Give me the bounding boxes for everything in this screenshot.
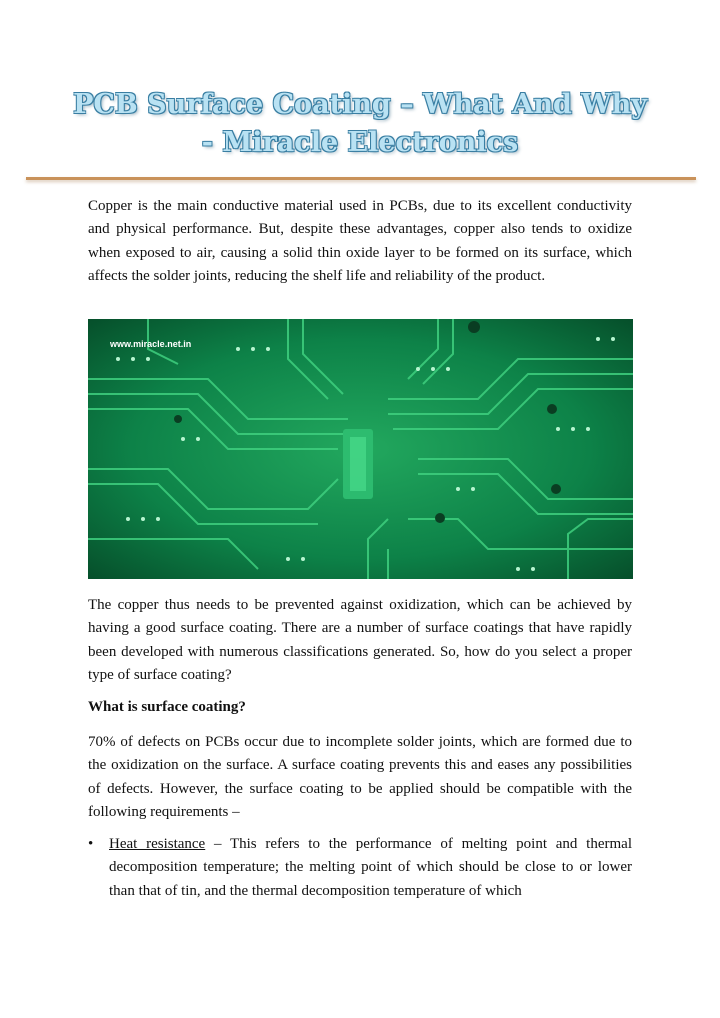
paragraph-defects: 70% of defects on PCBs occur due to incomplete solder joints, which are formed due to the oxidization on the surface. A surface coating prevents this and eases any possibilities of defects. However, the surface coating to be applied should be compatible with the following requirements – [88,734,632,821]
title-line-1: PCB Surface Coating – What And Why [73,89,647,120]
section-heading: What is surface coating? [88,699,246,715]
bullet-text [109,833,632,903]
title-line-2: - Miracle Electronics [201,127,519,158]
pcb-image [88,319,633,579]
title-divider [26,177,696,180]
document-title [40,86,680,162]
pcb-illustration [88,319,633,579]
bullet-term: Heat resistance [109,836,206,852]
bullet-description: – This refers to the performance of melting point and thermal decomposition temperature; the melting point of which should be close to or lower than that of tin, and the thermal decomposition temperature of which [109,836,632,899]
paragraph-surface-coating-intro: The copper thus needs to be prevented against oxidization, which can be achieved by having a good surface coating. There are a number of surface coatings that have rapidly been developed with numerous classifications generated. So, how do you select a proper type of surface coating? [88,597,632,684]
bullet-icon: • [88,836,94,852]
image-watermark: www.miracle.net.in [110,339,192,349]
intro-paragraph: Copper is the main conductive material used in PCBs, due to its excellent conductivity and physical performance. But, despite these advantages, copper also tends to oxidize when exposed to air, causing a solid thin oxide layer to be formed on its surface, which affects the solder joints, reducing the shelf life and reliability of the product. [88,198,632,285]
